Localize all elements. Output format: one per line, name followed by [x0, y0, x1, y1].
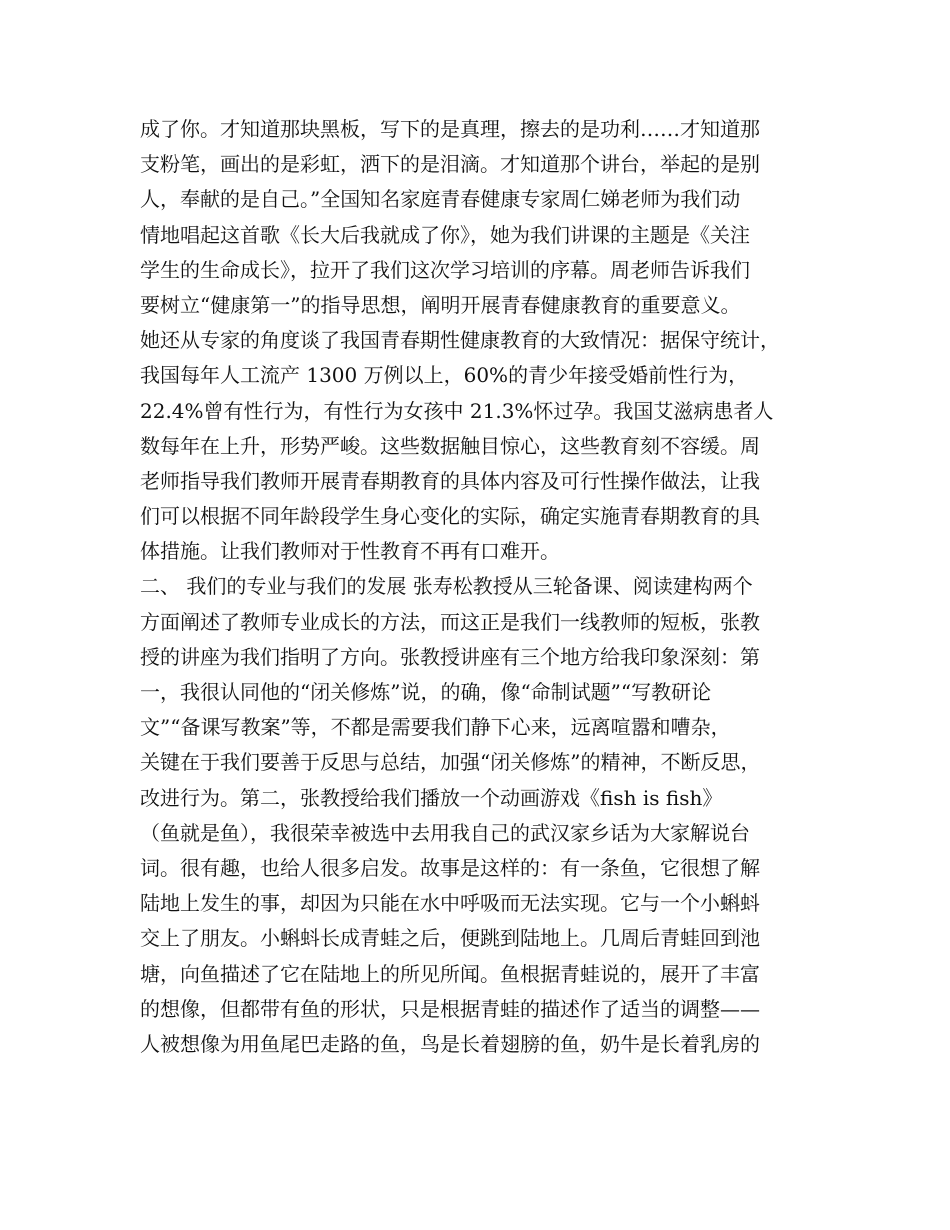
text-line: 塘，向鱼描述了它在陆地上的所见所闻。鱼根据青蛙说的，展开了丰富: [140, 961, 760, 986]
text-line: 支粉笔，画出的是彩虹，洒下的是泪滴。才知道那个讲台，举起的是别: [140, 152, 760, 177]
text-line: 交上了朋友。小蝌蚪长成青蛙之后，便跳到陆地上。几周后青蛙回到池: [140, 926, 760, 951]
text-line: 学生的生命成长》，拉开了我们这次学习培训的序幕。周老师告诉我们: [140, 257, 750, 282]
text-line: 二、 我们的专业与我们的发展 张寿松教授从三轮备课、阅读建构两个: [140, 574, 753, 599]
text-line: 们可以根据不同年龄段学生身心变化的实际，确定实施青春期教育的具: [140, 504, 760, 529]
text-line: 要树立“健康第一”的指导思想，阐明开展青春健康教育的重要意义。: [140, 292, 741, 317]
text-line: 她还从专家的角度谈了我国青春期性健康教育的大致情况：据保守统计，: [140, 328, 780, 353]
text-line: 改进行为。第二，张教授给我们播放一个动画游戏《fish is fish》: [140, 785, 723, 810]
text-line: 一，我很认同他的“闭关修炼”说，的确，像“命制试题”“写教研论: [140, 680, 712, 704]
text-line: 体措施。让我们教师对于性教育不再有口难开。: [140, 539, 560, 564]
text-line: 22.4%曾有性行为，有性行为女孩中 21.3%怀过孕。我国艾滋病患者人: [140, 398, 774, 423]
text-line: 情地唱起这首歌《长大后我就成了你》，她为我们讲课的主题是《关注: [140, 222, 750, 247]
text-line: 老师指导我们教师开展青春期教育的具体内容及可行性操作做法，让我: [140, 468, 760, 493]
text-line: 的想像，但都带有鱼的形状，只是根据青蛙的描述作了适当的调整——: [140, 996, 760, 1021]
text-line: 人被想像为用鱼尾巴走路的鱼，鸟是长着翅膀的鱼，奶牛是长着乳房的: [140, 1031, 760, 1056]
text-line: 人，奉献的是自己。”全国知名家庭青春健康专家周仁娣老师为我们动: [140, 187, 741, 212]
text-line: 方面阐述了教师专业成长的方法，而这正是我们一线教师的短板，张教: [140, 609, 760, 634]
text-line: 陆地上发生的事，却因为只能在水中呼吸而无法实现。它与一个小蝌蚪: [140, 891, 760, 916]
text-line: （鱼就是鱼），我很荣幸被选中去用我自己的武汉家乡话为大家解说台: [140, 820, 750, 845]
text-line: 关键在于我们要善于反思与总结，加强“闭关修炼”的精神，不断反思，: [140, 750, 761, 775]
body-text: [140, 112, 820, 1062]
text-line: 文”“备课写教案”等，不都是需要我们静下心来，远离喧嚣和嘈杂，: [140, 715, 731, 740]
text-line: 词。很有趣，也给人很多启发。故事是这样的：有一条鱼，它很想了解: [140, 855, 760, 880]
text-line: 授的讲座为我们指明了方向。张教授讲座有三个地方给我印象深刻：第: [140, 644, 760, 669]
text-line: 我国每年人工流产 1300 万例以上，60%的青少年接受婚前性行为，: [140, 363, 749, 388]
text-line: 数每年在上升，形势严峻。这些数据触目惊心，这些教育刻不容缓。周: [140, 433, 760, 458]
text-line: 成了你。才知道那块黑板，写下的是真理，擦去的是功利……才知道那: [140, 117, 760, 141]
